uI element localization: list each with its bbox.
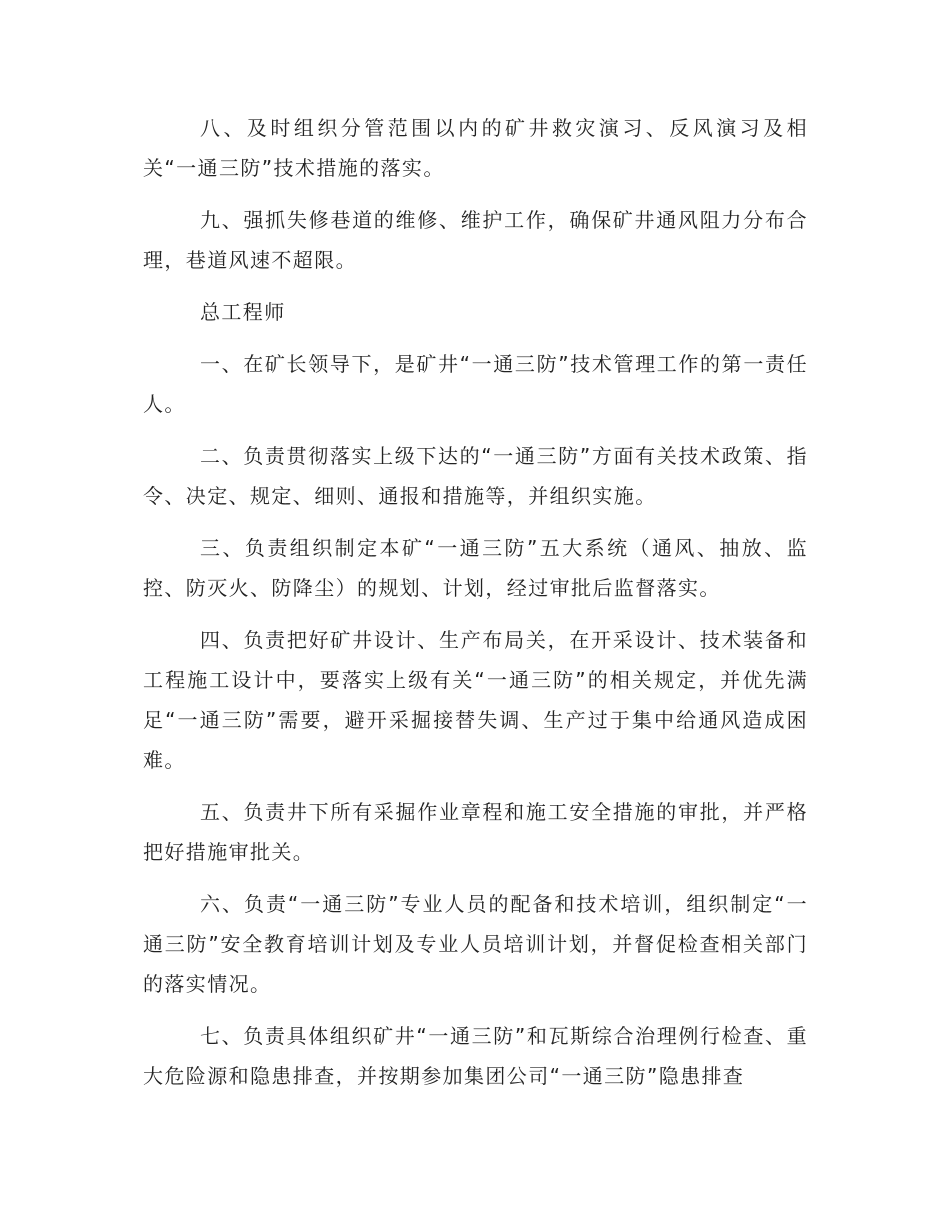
- paragraph-7: 七、负责具体组织矿井“一通三防”和瓦斯综合治理例行检查、重大危险源和隐患排查，并按期参加集团公司“一通三防”隐患排查: [143, 1024, 808, 1088]
- paragraph-5: 五、负责井下所有采掘作业章程和施工安全措施的审批，并严格把好措施审批关。: [143, 800, 808, 864]
- paragraph-2: 二、负责贯彻落实上级下达的“一通三防”方面有关技术政策、指令、决定、规定、细则、通报和措施等，并组织实施。: [143, 444, 808, 508]
- paragraph-4: 四、负责把好矿井设计、生产布局关，在开采设计、技术装备和工程施工设计中，要落实上级有关“一通三防”的相关规定，并优先满足“一通三防”需要，避开采掘接替失调、生产过于集中给通风造成困难。: [143, 628, 808, 772]
- paragraph-1: 一、在矿长领导下，是矿井“一通三防”技术管理工作的第一责任人。: [143, 352, 808, 416]
- paragraph-6: 六、负责“一通三防”专业人员的配备和技术培训，组织制定“一通三防”安全教育培训计划及专业人员培训计划，并督促检查相关部门的落实情况。: [143, 892, 808, 996]
- document-body: [143, 108, 808, 1108]
- section-heading-chief-engineer: 总工程师: [200, 300, 286, 324]
- paragraph-8: 八、及时组织分管范围以内的矿井救灾演习、反风演习及相关“一通三防”技术措施的落实。: [143, 116, 808, 180]
- paragraph-3: 三、负责组织制定本矿“一通三防”五大系统（通风、抽放、监控、防灭火、防降尘）的规划、计划，经过审批后监督落实。: [143, 536, 808, 600]
- paragraph-9: 九、强抓失修巷道的维修、维护工作，确保矿井通风阻力分布合理，巷道风速不超限。: [143, 208, 808, 272]
